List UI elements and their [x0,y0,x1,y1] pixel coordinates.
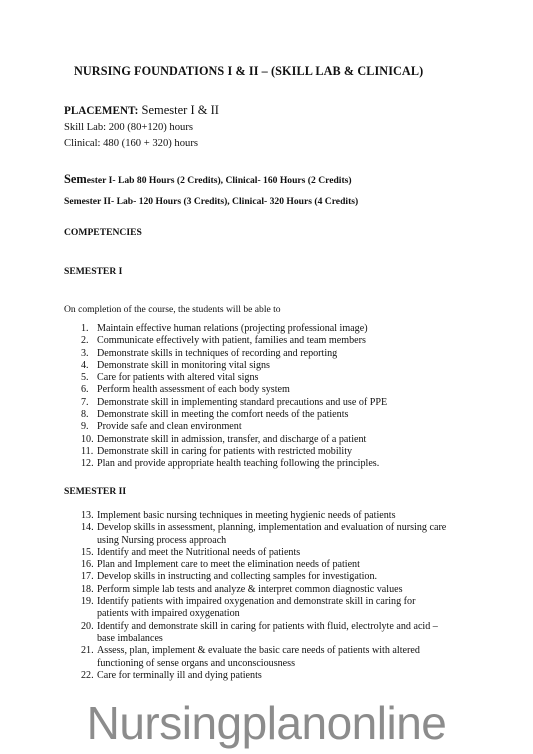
list-item-text: Identify patients with impaired oxygenation and demonstrate skill in caring for [97,596,416,608]
list-item [0,621,446,646]
list-item [0,421,387,433]
list-item-number: 19. [81,596,94,608]
list-item-number: 9. [81,421,89,433]
list-item [0,670,446,682]
list-item [0,571,446,583]
list-item [0,335,387,347]
list-item-number: 18. [81,583,94,595]
list-item-continuation: patients with impaired oxygenation [97,608,240,620]
placement-label: PLACEMENT: [64,105,139,117]
list-item-number: 17. [81,571,94,583]
list-item [0,372,387,384]
list-item-text: Assess, plan, implement & evaluate the basic care needs of patients with altered [97,645,420,657]
list-item-text: Demonstrate skills in techniques of recording and reporting [97,347,338,359]
list-item-number: 20. [81,620,94,632]
list-item-number: 15. [81,546,94,558]
list-item-text: Maintain effective human relations (projecting professional image) [97,323,368,334]
semester1-hours-lead: Sem [64,172,87,186]
semester2-competency-list [0,510,446,682]
list-item-text: Identify and demonstrate skill in caring for patients with fluid, electrolyte and acid – [97,620,438,632]
list-item-number: 7. [81,396,89,408]
list-item [0,360,387,372]
list-item-text: Demonstrate skill in caring for patients with restricted mobility [97,445,353,457]
semester1-hours-rest: ester I- Lab 80 Hours (2 Credits), Clinical- 160 Hours (2 Credits) [86,175,352,186]
list-item-text: Perform simple lab tests and analyze & interpret common diagnostic values [97,583,403,595]
list-item-number: 16. [81,559,94,571]
list-item-number: 6. [81,384,89,396]
list-item-number: 22. [81,669,94,681]
list-item-text: Care for patients with altered vital signs [97,372,259,384]
list-item-text: Identify and meet the Nutritional needs of patients [97,546,301,558]
semester1-competency-list [0,323,387,471]
list-item [0,522,446,547]
semester1-heading: SEMESTER I [64,266,123,277]
list-item [0,384,387,396]
list-item-number: 21. [81,645,94,657]
list-item-text: Develop skills in instructing and collecting samples for investigation. [97,571,378,583]
competencies-heading: COMPETENCIES [64,227,142,238]
list-item [0,510,446,522]
list-item [0,409,387,421]
placement-value: Semester I & II [141,103,219,117]
list-item-number: 14. [81,522,94,534]
list-item-number: 8. [81,409,89,421]
list-item-number: 10. [81,433,94,445]
list-item-text: Demonstrate skill in meeting the comfort needs of the patients [97,409,349,421]
list-item [0,434,387,446]
list-item [0,348,387,360]
list-item [0,458,387,470]
list-item-text: Demonstrate skill in admission, transfer, and discharge of a patient [97,433,367,445]
list-item-text: Provide safe and clean environment [97,421,242,433]
watermark-text: Nursingplanonline [86,697,447,749]
semester2-heading: SEMESTER II [64,486,127,497]
list-item-text: Plan and Implement care to meet the elimination needs of patient [97,559,360,571]
clinical-hours: Clinical: 480 (160 + 320) hours [64,138,198,149]
list-item-text: Care for terminally ill and dying patients [97,669,262,681]
list-item-text: Demonstrate skill in implementing standard precautions and use of PPE [97,396,388,408]
intro-text: On completion of the course, the students will be able to [64,304,281,315]
semester2-hours: Semester II- Lab- 120 Hours (3 Credits), Clinical- 320 Hours (4 Credits) [64,196,359,207]
list-item [0,446,387,458]
list-item-number: 13. [81,510,94,521]
skill-lab-hours: Skill Lab: 200 (80+120) hours [64,122,193,133]
list-item-number: 12. [81,458,94,470]
list-item-continuation: functioning of sense organs and unconsciousness [97,657,296,669]
list-item-continuation: using Nursing process approach [97,534,227,546]
placement-line [64,103,219,118]
list-item-number: 2. [81,335,89,347]
list-item-number: 1. [81,323,89,334]
list-item [0,559,446,571]
list-item-number: 4. [81,359,89,371]
list-item-number: 11. [81,445,94,457]
list-item [0,547,446,559]
document-title: NURSING FOUNDATIONS I & II – (SKILL LAB & CLINICAL) [74,64,424,78]
list-item-text: Communicate effectively with patient, families and team members [97,335,366,347]
list-item-number: 3. [81,347,89,359]
list-item [0,323,387,335]
list-item [0,645,446,670]
list-item-text: Develop skills in assessment, planning, implementation and evaluation of nursing care [97,522,447,534]
list-item-continuation: base imbalances [97,632,163,644]
list-item-text: Demonstrate skill in monitoring vital signs [97,359,270,371]
list-item [0,584,446,596]
list-item-number: 5. [81,372,89,384]
list-item [0,397,387,409]
list-item-text: Plan and provide appropriate health teaching following the principles. [97,458,380,470]
semester1-hours [64,172,352,187]
list-item-text: Implement basic nursing techniques in meeting hygienic needs of patients [97,510,396,521]
list-item [0,596,446,621]
list-item-text: Perform health assessment of each body system [97,384,290,396]
